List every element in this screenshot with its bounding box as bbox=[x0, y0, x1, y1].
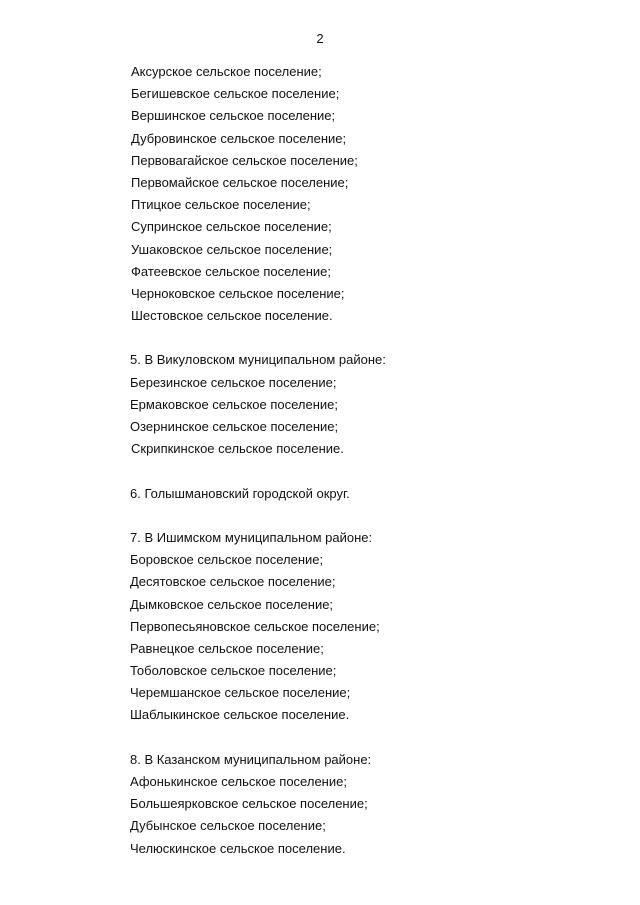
list-item: Десятовское сельское поселение; bbox=[130, 574, 336, 590]
section-heading: 7. В Ишимском муниципальном районе: bbox=[130, 529, 373, 545]
list-item: Первовагайское сельское поселение; bbox=[131, 152, 358, 168]
paragraph-spacer bbox=[130, 505, 590, 527]
list-item: Шестовское сельское поселение. bbox=[131, 308, 333, 324]
list-item: Первомайское сельское поселение; bbox=[131, 174, 349, 190]
list-item: Черноковское сельское поселение; bbox=[131, 285, 345, 301]
list-item: Шаблыкинское сельское поселение. bbox=[130, 707, 350, 723]
paragraph-spacer bbox=[130, 727, 590, 749]
section-heading: 8. В Казанском муниципальном районе: bbox=[130, 751, 372, 767]
list-item: Аксурское сельское поселение; bbox=[131, 64, 322, 79]
section-heading: 6. Голышмановский городской округ. bbox=[130, 485, 350, 501]
list-item: Тоболовское сельское поселение; bbox=[130, 663, 337, 679]
list-item: Ермаковское сельское поселение; bbox=[130, 396, 339, 412]
list-item: Ушаковское сельское поселение; bbox=[131, 241, 333, 257]
list-item: Дубровинское сельское поселение; bbox=[131, 130, 347, 146]
section-8 bbox=[130, 749, 590, 860]
list-item: Озернинское сельское поселение; bbox=[130, 419, 339, 434]
list-item: Дымковское сельское поселение; bbox=[130, 596, 334, 612]
section-heading: 5. В Викуловском муниципальном районе: bbox=[130, 352, 386, 368]
list-item: Дубынское сельское поселение; bbox=[130, 818, 326, 834]
list-item: Фатеевское сельское поселение; bbox=[131, 263, 331, 279]
list-continuation bbox=[130, 61, 590, 327]
list-item: Равнецкое сельское поселение; bbox=[130, 640, 324, 656]
list-item: Скрипкинское сельское поселение. bbox=[131, 441, 344, 457]
section-5 bbox=[130, 349, 590, 460]
paragraph-spacer bbox=[130, 327, 590, 349]
list-item: Челюскинское сельское поселение. bbox=[130, 840, 346, 856]
list-item: Березинское сельское поселение; bbox=[130, 374, 337, 390]
paragraph-spacer bbox=[130, 460, 590, 482]
list-item: Бегишевское сельское поселение; bbox=[131, 86, 340, 102]
list-item: Птицкое сельское поселение; bbox=[131, 197, 311, 213]
list-item: Черемшанское сельское поселение; bbox=[130, 685, 351, 701]
list-item: Вершинское сельское поселение; bbox=[131, 108, 336, 124]
page-number: 2 bbox=[316, 31, 324, 46]
list-item: Супринское сельское поселение; bbox=[131, 219, 332, 235]
section-7 bbox=[130, 527, 590, 727]
section-6 bbox=[130, 483, 590, 505]
list-item: Большеярковское сельское поселение; bbox=[130, 796, 368, 812]
list-item: Боровское сельское поселение; bbox=[130, 552, 324, 568]
document-body bbox=[130, 61, 590, 860]
list-item: Афонькинское сельское поселение; bbox=[130, 774, 347, 789]
list-item: Первопесьяновское сельское поселение; bbox=[130, 618, 380, 634]
